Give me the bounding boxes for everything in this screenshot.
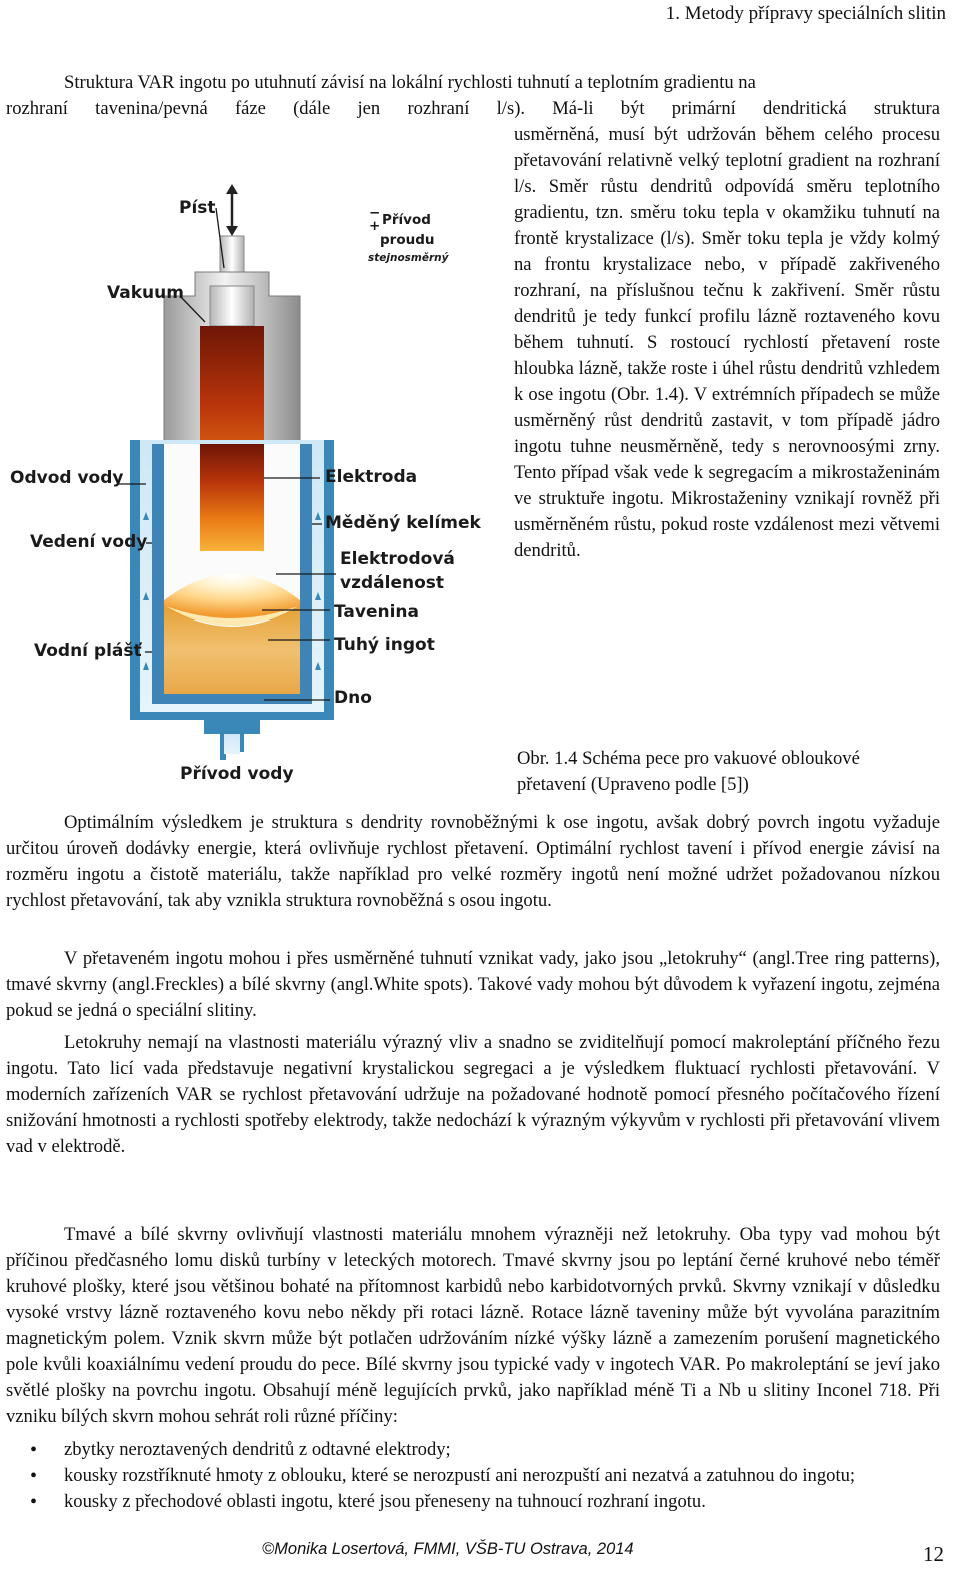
label-stejnosmerny: stejnosměrný xyxy=(368,252,449,264)
list-item: • kousky rozstříknuté hmoty z oblouku, které se nerozpustí ani nerozpuští ani nezatvá a zatuhnou do ingotu; xyxy=(30,1463,950,1489)
label-privod-vody: Přívod vody xyxy=(180,764,294,784)
page-number: 12 xyxy=(923,1542,944,1566)
crucible-wall-left xyxy=(152,444,164,700)
label-privod-proudu-1: Přívod xyxy=(382,212,431,228)
paragraph-3: Letokruhy nemají na vlastnosti materiálu výrazný vliv a snadno se zviditelňují pomocí makroleptání příčného řezu ingotu. Tato licí vada představuje negativní krystalickou segregaci a je výsledkem fluktuací rychlosti přetavování. V moderních zařízeních VAR se rychlost přetavování udržuje na požadované hodnotě pomocí přesného počítačového řízení snižování hmotnosti a rychlosti spotřeby elektrody, takže nedochází k výrazným výkyvům v rychlosti při přetavování vlivem vad v elektrodě. xyxy=(6,1032,940,1157)
label-vodni-plast: Vodní plášť xyxy=(34,641,142,661)
crucible-wall-right xyxy=(300,444,312,700)
intro-line-1: Struktura VAR ingotu po utuhnutí závisí na lokální rychlosti tuhnutí a teplotním gradientu na xyxy=(64,72,756,93)
figure-caption xyxy=(517,746,937,798)
label-tuhy-ingot: Tuhý ingot xyxy=(334,635,435,655)
label-elektrodova-1: Elektrodová xyxy=(340,549,455,569)
label-medeny-kelimek: Měděný kelímek xyxy=(325,513,481,533)
label-plus: + xyxy=(369,218,381,234)
figure-caption-line-1: Obr. 1.4 Schéma pece pro vakuové obloukové xyxy=(517,748,860,769)
list-item: • zbytky neroztavených dendritů z odtavné elektrody; xyxy=(30,1437,950,1463)
paragraph-4: Tmavé a bílé skvrny ovlivňují vlastnosti materiálu mnohem výrazněji než letokruhy. Oba typy vad mohou být příčinou předčasného lomu disků turbíny v leteckých motorech. Tmavé skvrny jsou po leptání černé kruhové nebo téměř kruhové plošky, které jsou většinou bohaté na přítomnost karbidů nebo karbidotvorných prvků. Skvrny vznikají v důsledku vysoké vrstvy lázně roztaveného kovu nebo někdy při rotaci lázně. Rotace lázně taveniny může být vyvolána parazitním magnetickým polem. Vznik skvrn může být potlačen udržováním nízké výšky lázně a zamezením porušení magnetického pole kvůli koaxiálnímu vedení proudu do pece. Bílé skvrny jsou typické vady v ingotech VAR. Po makroleptání se jeví jako světlé plošky na povrchu ingotu. Obsahují méně legujících prvků, jako například méně Ti a Nb u slitiny Inconel 718. Při vzniku bílých skvrn mohou sehrát roli různé příčiny: xyxy=(6,1224,940,1427)
label-elektroda: Elektroda xyxy=(325,467,418,487)
arrow-up-icon xyxy=(226,184,238,194)
label-vedeni-vody: Vedení vody xyxy=(30,532,148,552)
label-elektrodova-2: vzdálenost xyxy=(340,573,445,593)
figure-caption-line-2: přetavení (Upraveno podle [5]) xyxy=(517,774,749,795)
label-vakuum: Vakuum xyxy=(107,283,184,303)
water-outlet xyxy=(104,440,130,468)
var-furnace-diagram xyxy=(0,178,510,790)
arrow-down-icon xyxy=(226,226,238,236)
label-odvod-vody: Odvod vody xyxy=(10,468,124,488)
label-minus: − xyxy=(369,205,381,221)
intro-line-2: rozhraní tavenina/pevná fáze (dále jen rozhraní l/s). Má-li být primární dendritická struktura xyxy=(6,98,940,119)
side-text: usměrněná, musí být udržován během celého procesu přetavování relativně velký teplotní gradient na rozhraní l/s. Směr růstu dendritů odpovídá směru teplotního gradientu, tzn. směru toku tepla v okamžiku tuhnutí na frontě krystalizace (l/s). Směr toku tepla je vždy kolmý na frontu krystalizace nebo, v případě zakřiveného rozhraní, na příslušnou tečnu k zakřivení. Směr růstu dendritů je tedy funkcí profilu lázně roztaveného kovu během tuhnutí. S rostoucí rychlostí přetavení roste hloubka lázně, takže roste i úhel růstu dendritů vzhledem k ose ingotu (Obr. 1.4). V extrémních případech se může usměrněný růst dendritů zastavit, v tom případě jádro ingotu tuhne neusměrněně, tedy s nerovnoosými zrny. Tento případ však vede k segregacím a mikrostaženinám ve struktuře ingotu. Mikrostaženiny vznikají rovněž při usměrněném růstu, pokud roste vzdálenost mezi větvemi dendritů. xyxy=(514,124,940,561)
paragraph-1: Optimálním výsledkem je struktura s dendrity rovnoběžnými k ose ingotu, avšak dobrý povrch ingotu vyžaduje určitou úroveň dodávky energie, která ovlivňuje rychlost přetavení. Optimální rychlost tavení i přívod energie závisí na rozměru ingotu a čistotě materiálu, takže například pro velké rozměry ingotů není možné udržet požadovanou nízkou rychlost přetavování, tak aby vznikla struktura rovnoběžná s osou ingotu. xyxy=(6,812,940,911)
label-pist: Píst xyxy=(179,198,216,218)
water-inlet-pipe-inner xyxy=(224,734,240,754)
piston-holder xyxy=(210,286,254,326)
footer-copyright: ©Monika Losertová, FMMI, VŠB-TU Ostrava, 2014 xyxy=(262,1540,634,1558)
bullet-list xyxy=(30,1437,950,1515)
label-privod-proudu-2: proudu xyxy=(380,232,435,248)
label-tavenina: Tavenina xyxy=(334,602,419,622)
paragraph-2: V přetaveném ingotu mohou i přes usměrněné tuhnutí vznikat vady, jako jsou „letokruhy“ (angl.Tree ring patterns), tmavé skvrny (angl.Freckles) a bílé skvrny (angl.White spots). Takové vady mohou být důvodem k vyřazení ingotu, zejména pokud se jedná o speciální slitiny. xyxy=(6,948,940,1021)
running-header: 1. Metody přípravy speciálních slitin xyxy=(665,3,946,24)
list-item: • kousky z přechodové oblasti ingotu, které jsou přeneseny na tuhnoucí rozhraní ingotu. xyxy=(30,1489,950,1515)
electrode-lower xyxy=(200,444,264,551)
crucible-bottom xyxy=(152,694,312,704)
label-dno: Dno xyxy=(334,688,372,708)
